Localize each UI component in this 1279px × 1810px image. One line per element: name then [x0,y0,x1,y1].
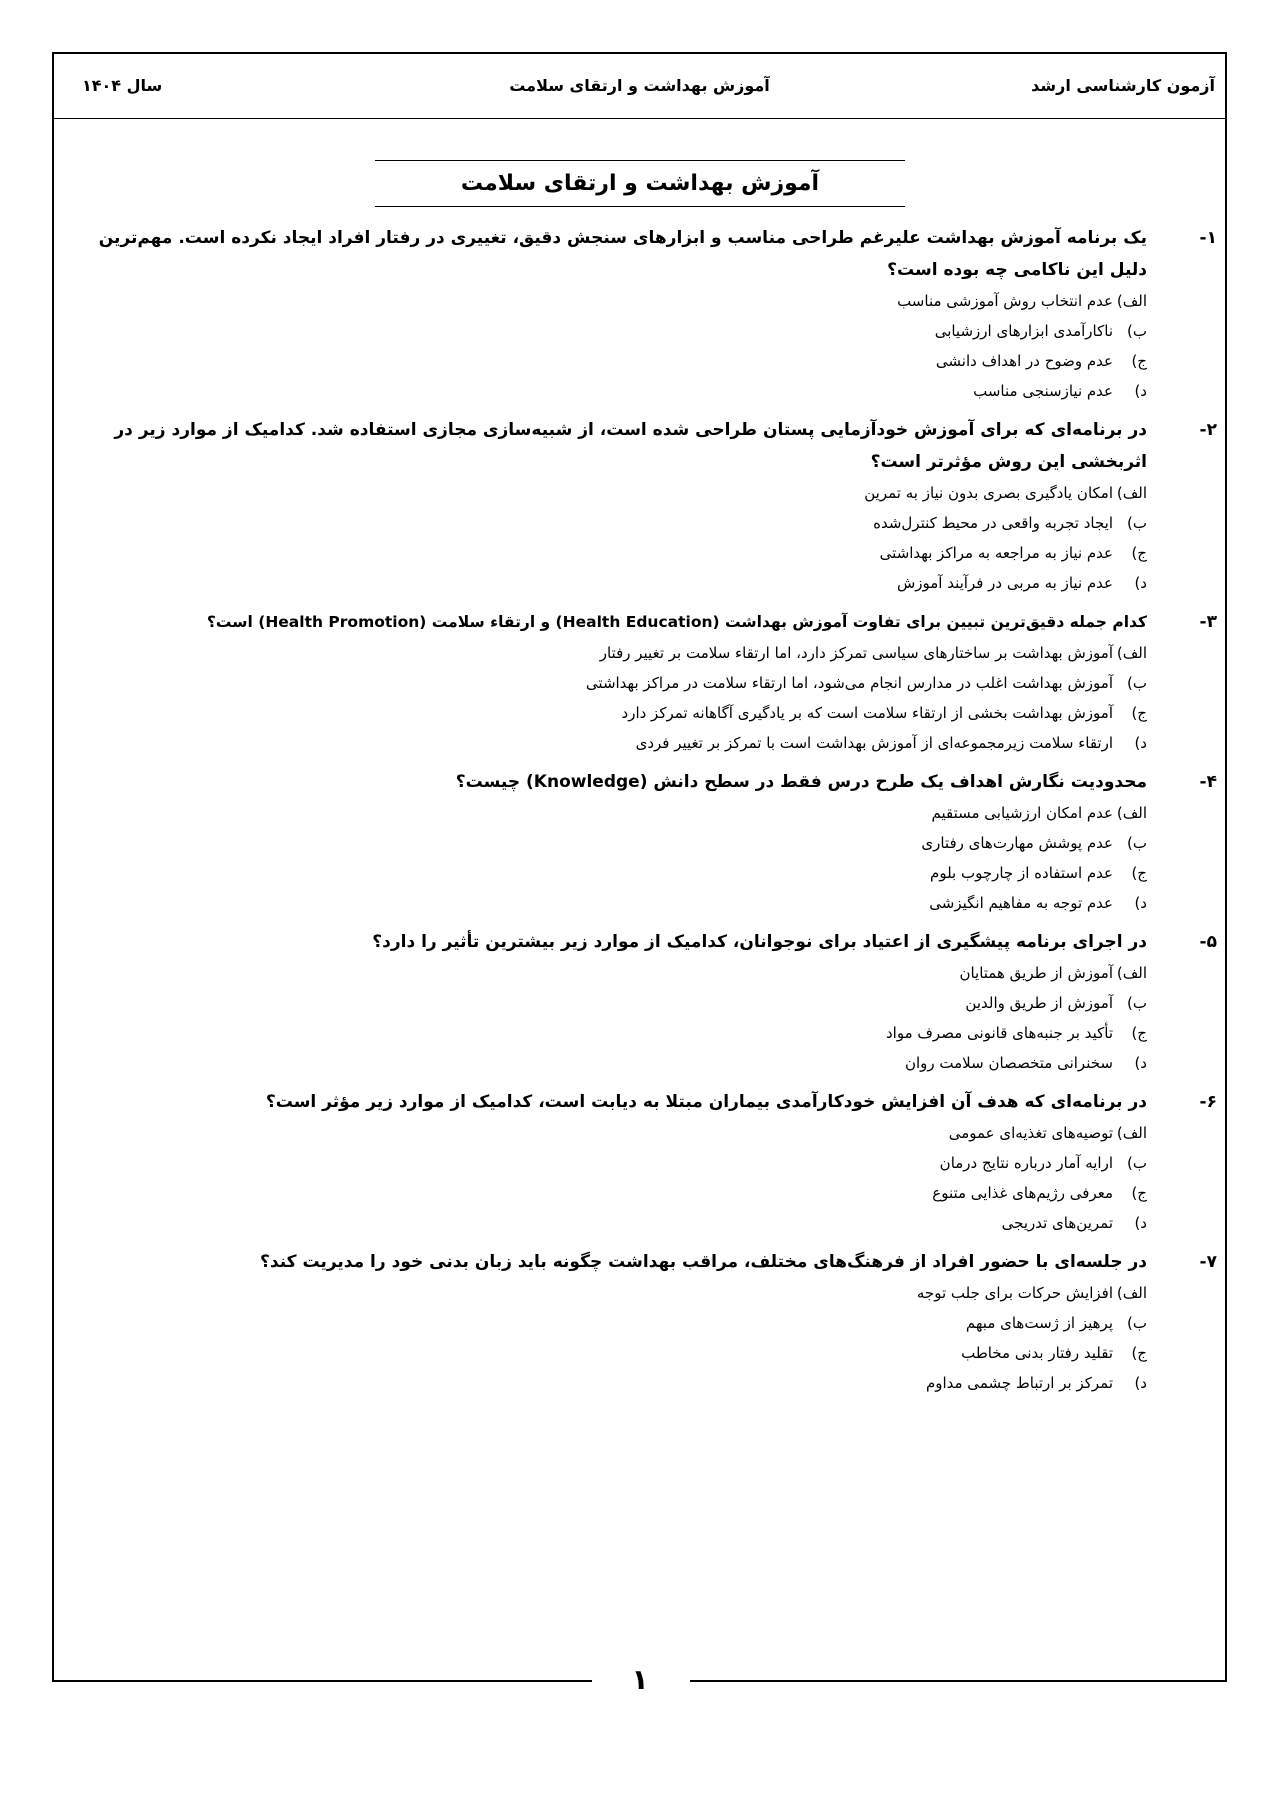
option-a [67,286,1147,316]
option-letter: د) [1134,1214,1147,1232]
question-6 [67,1086,1217,1238]
option-letter: ج) [1131,704,1147,722]
option-letter: د) [1134,894,1147,912]
option-list [67,638,1147,758]
option-b [67,508,1147,538]
option-text: امکان یادگیری بصری بدون نیاز به تمرین [864,484,1113,502]
option-d [67,728,1147,758]
option-list [67,958,1147,1078]
question-number: ۱- [1199,228,1217,248]
option-b [67,1308,1147,1338]
question-number: ۷- [1199,1252,1217,1272]
option-list [67,798,1147,918]
question-number: ۳- [1199,612,1217,632]
option-text: تمرکز بر ارتباط چشمی مداوم [925,1374,1113,1392]
option-d [67,1208,1147,1238]
option-c [67,538,1147,568]
option-letter: ج) [1131,352,1147,370]
option-text: تقلید رفتار بدنی مخاطب [961,1344,1113,1362]
header-divider [54,118,1225,119]
question-number: ۲- [1199,420,1217,440]
option-text: عدم امکان ارزشیابی مستقیم [931,804,1113,822]
option-d [67,376,1147,406]
option-a [67,798,1147,828]
option-letter: ب) [1127,322,1147,340]
option-text: عدم توجه به مفاهیم انگیزشی [929,894,1113,912]
option-b [67,668,1147,698]
option-list [67,1278,1147,1398]
option-a [67,478,1147,508]
option-text: آموزش بهداشت بخشی از ارتقاء سلامت است که بر یادگیری آگاهانه تمرکز دارد [621,704,1113,722]
question-1 [67,222,1217,406]
option-text: ارتقاء سلامت زیرمجموعه‌ای از آموزش بهداشت است با تمرکز بر تغییر فردی [635,734,1113,752]
option-text: پرهیز از ژست‌های مبهم [965,1314,1113,1332]
option-text: عدم وضوح در اهداف دانشی [935,352,1113,370]
question-text: محدودیت نگارش اهداف یک طرح درس فقط در سطح دانش (Knowledge) چیست؟ [455,772,1147,792]
question-list [67,222,1217,1406]
option-a [67,1278,1147,1308]
option-letter: ج) [1131,1184,1147,1202]
question-text: در اجرای برنامه پیشگیری از اعتیاد برای نوجوانان، کدامیک از موارد زیر بیشترین تأثیر را دارد؟ [372,932,1147,952]
header-subject: آموزش بهداشت و ارتقای سلامت [509,76,770,95]
header-year: سال ۱۴۰۴ [82,76,163,95]
question-number: ۴- [1199,772,1217,792]
page-title: آموزش بهداشت و ارتقای سلامت [460,171,820,196]
option-text: معرفی رژیم‌های غذایی متنوع [932,1184,1113,1202]
title-block [375,160,905,207]
option-c [67,698,1147,728]
option-text: عدم استفاده از چارچوب بلوم [930,864,1113,882]
option-text: عدم نیاز به مراجعه به مراکز بهداشتی [879,544,1113,562]
option-text: تمرین‌های تدریجی [1001,1214,1113,1232]
option-d [67,888,1147,918]
option-list [67,286,1147,406]
header-exam: آزمون کارشناسی ارشد [1031,76,1215,95]
option-text: عدم انتخاب روش آموزشی مناسب [897,292,1113,310]
option-text: ایجاد تجربه واقعی در محیط کنترل‌شده [873,514,1113,532]
question-2 [67,414,1217,598]
option-letter: ج) [1131,1344,1147,1362]
option-a [67,1118,1147,1148]
page-header [54,68,1225,108]
title-overline [375,160,905,161]
question-5 [67,926,1217,1078]
question-text: کدام جمله دقیق‌ترین تبیین برای تفاوت آموزش بهداشت (Health Education) و ارتقاء سلامت (Health Promotion) است؟ [206,613,1147,631]
option-d [67,1368,1147,1398]
option-letter: ج) [1131,544,1147,562]
option-letter: الف) [1116,484,1147,502]
question-4 [67,766,1217,918]
option-c [67,1018,1147,1048]
option-letter: د) [1134,734,1147,752]
question-text: یک برنامه آموزش بهداشت علیرغم طراحی مناسب و ابزارهای سنجش دقیق، تغییری در رفتار افراد ایجاد نکرده است. مهم‌ترین دلیل این ناکامی چه بوده است؟ [98,228,1147,280]
option-text: ارایه آمار درباره نتایج درمان [939,1154,1113,1172]
option-text: عدم نیاز به مربی در فرآیند آموزش [896,574,1113,592]
page-number: ۱ [631,1663,649,1696]
option-a [67,638,1147,668]
option-text: آموزش از طریق والدین [965,994,1113,1012]
option-b [67,1148,1147,1178]
question-number: ۵- [1199,932,1217,952]
option-text: آموزش بهداشت بر ساختارهای سیاسی تمرکز دارد، اما ارتقاء سلامت بر تغییر رفتار [599,644,1113,662]
option-list [67,478,1147,598]
option-letter: ب) [1127,834,1147,852]
option-letter: د) [1134,1054,1147,1072]
question-number: ۶- [1199,1092,1217,1112]
option-b [67,316,1147,346]
option-text: سخنرانی متخصصان سلامت روان [904,1054,1113,1072]
option-d [67,568,1147,598]
option-letter: د) [1134,574,1147,592]
question-3 [67,606,1217,758]
option-c [67,1338,1147,1368]
option-text: ناکارآمدی ابزارهای ارزشیابی [934,322,1113,340]
option-letter: الف) [1116,804,1147,822]
option-text: عدم پوشش مهارت‌های رفتاری [921,834,1113,852]
option-letter: ب) [1127,514,1147,532]
option-text: آموزش از طریق همتایان [959,964,1113,982]
option-letter: الف) [1116,1284,1147,1302]
option-letter: ج) [1131,864,1147,882]
option-letter: د) [1134,1374,1147,1392]
option-list [67,1118,1147,1238]
option-text: توصیه‌های تغذیه‌ای عمومی [948,1124,1113,1142]
option-letter: ب) [1127,1154,1147,1172]
option-text: تأکید بر جنبه‌های قانونی مصرف مواد [885,1024,1113,1042]
option-c [67,858,1147,888]
option-c [67,1178,1147,1208]
option-letter: الف) [1116,292,1147,310]
option-d [67,1048,1147,1078]
question-text: در برنامه‌ای که برای آموزش خودآزمایی پستان طراحی شده است، از شبیه‌سازی مجازی استفاده شد. کدامیک از موارد زیر در اثربخشی این روش مؤثرتر است؟ [114,420,1147,472]
question-text: در جلسه‌ای با حضور افراد از فرهنگ‌های مختلف، مراقب بهداشت چگونه باید زبان بدنی خود را مدیریت کند؟ [260,1252,1147,1272]
option-letter: ب) [1127,1314,1147,1332]
border-bottom-right [690,1680,1227,1682]
option-letter: الف) [1116,644,1147,662]
option-text: عدم نیازسنجی مناسب [973,382,1113,400]
option-letter: ب) [1127,674,1147,692]
option-letter: د) [1134,382,1147,400]
option-text: افزایش حرکات برای جلب توجه [916,1284,1113,1302]
option-c [67,346,1147,376]
title-underline [375,206,905,207]
option-letter: ج) [1131,1024,1147,1042]
border-bottom-left [52,1680,592,1682]
question-7 [67,1246,1217,1398]
option-a [67,958,1147,988]
question-text: در برنامه‌ای که هدف آن افزایش خودکارآمدی بیماران مبتلا به دیابت است، کدامیک از موارد زیر مؤثر است؟ [265,1092,1147,1112]
option-letter: ب) [1127,994,1147,1012]
option-b [67,988,1147,1018]
option-letter: الف) [1116,964,1147,982]
option-letter: الف) [1116,1124,1147,1142]
option-text: آموزش بهداشت اغلب در مدارس انجام می‌شود، اما ارتقاء سلامت در مراکز بهداشتی [585,674,1113,692]
option-b [67,828,1147,858]
